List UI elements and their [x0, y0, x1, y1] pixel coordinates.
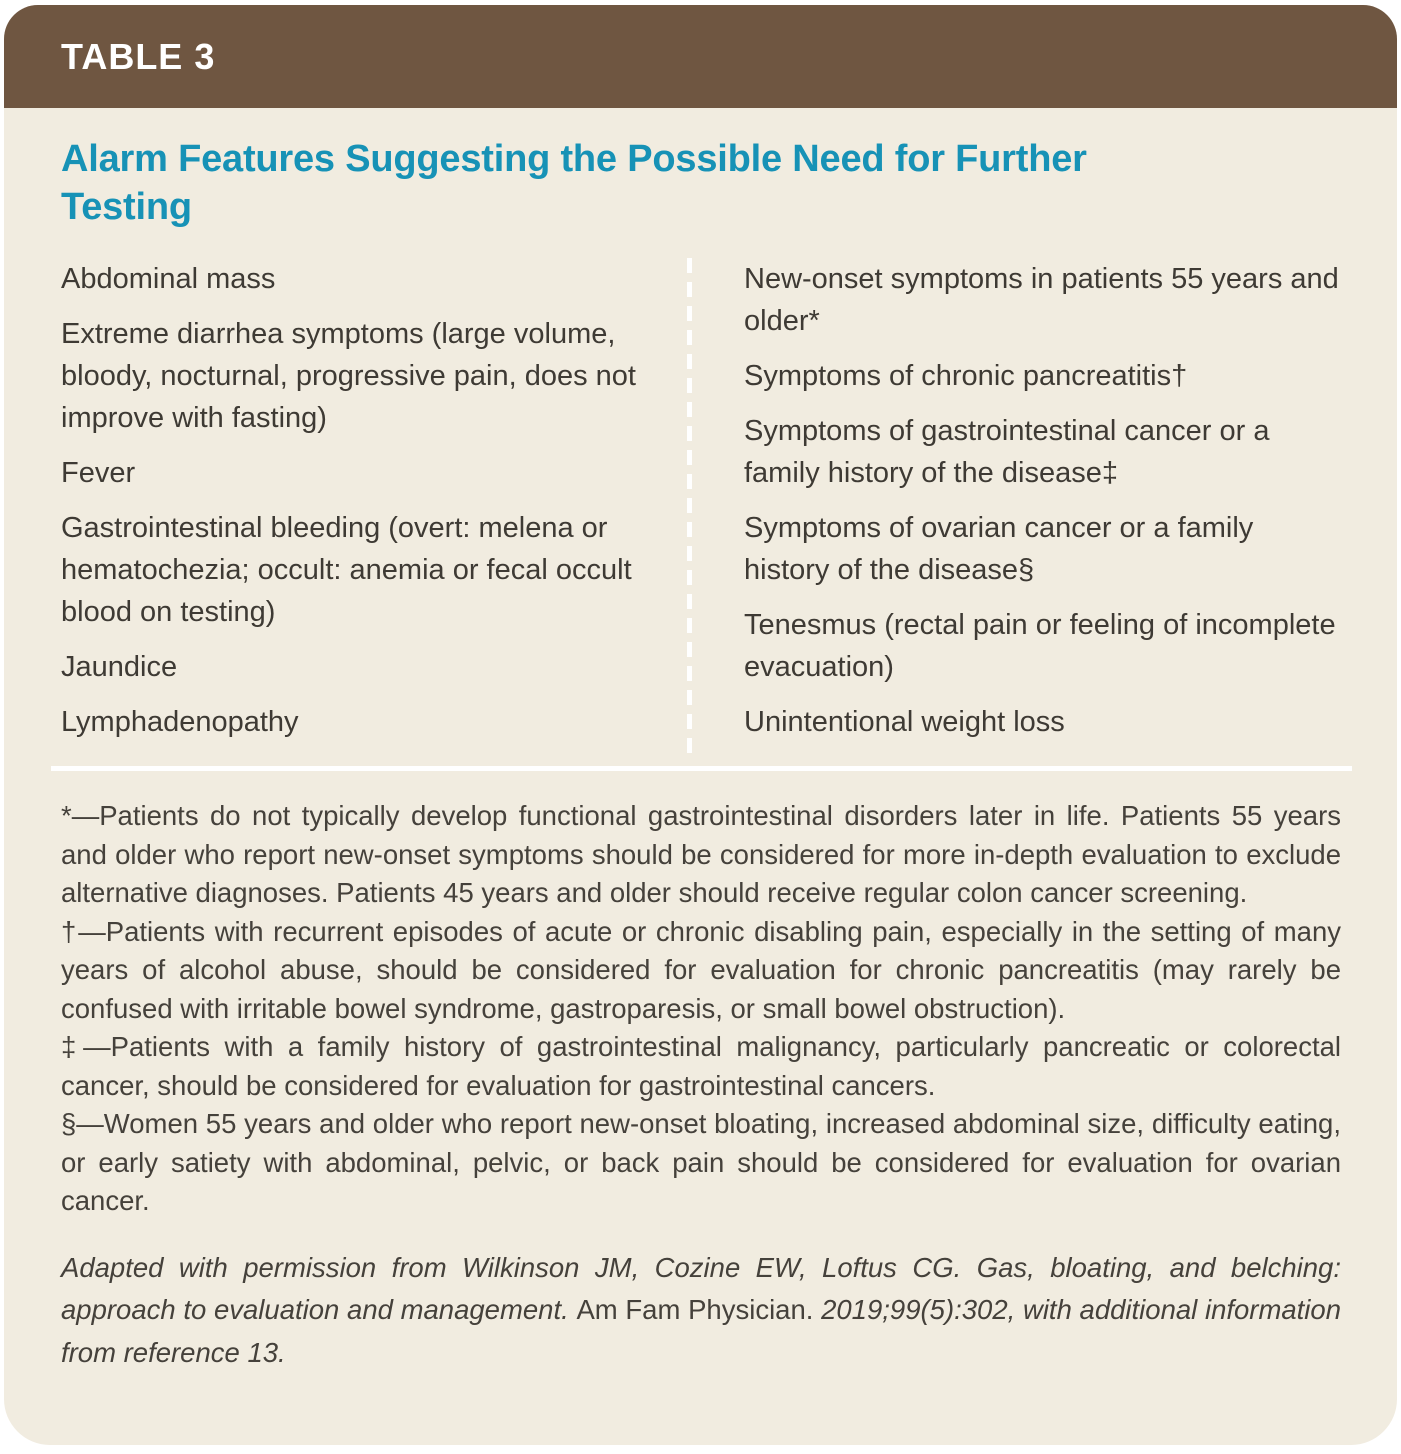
section-rule — [51, 766, 1352, 771]
features-columns — [61, 258, 1341, 756]
list-item: Abdominal mass — [61, 262, 276, 295]
footnote-dagger: †—Patients with recurrent episodes of acute or chronic disabling pain, especially in the setting of many years of alcohol abuse, should be considered for evaluation for chronic pancreatitis (may rarely be confused with irritable bowel syndrome, gastroparesis, or small bowel obstruction). — [61, 915, 1341, 1024]
table-card — [4, 5, 1397, 1445]
list-item: New-onset symptoms in patients 55 years and older* — [744, 262, 1339, 337]
left-column — [61, 258, 687, 756]
citation-tail: 2019;99(5):302, with additional information from reference 13. — [61, 1294, 1341, 1368]
list-item: Unintentional weight loss — [744, 706, 1065, 739]
source-citation — [61, 1247, 1341, 1375]
table-content — [4, 108, 1397, 1436]
list-item: Tenesmus (rectal pain or feeling of incomplete evacuation) — [744, 609, 1336, 684]
citation-lead: Adapted with permission from Wilkinson JM, Cozine EW, Loftus CG. Gas, bloating, and belching: approach to evaluation and management. — [61, 1251, 1341, 1326]
footnotes-block — [61, 797, 1341, 1221]
list-item: Symptoms of gastrointestinal cancer or a family history of the disease‡ — [744, 414, 1270, 489]
right-column — [692, 258, 1341, 756]
citation-journal: Am Fam Physician. — [576, 1294, 814, 1326]
table-number-label: TABLE 3 — [61, 35, 216, 77]
list-item: Fever — [61, 456, 136, 489]
list-item: Lymphadenopathy — [61, 706, 299, 739]
list-item: Extreme diarrhea symptoms (large volume, bloody, nocturnal, progressive pain, does not improve with fasting) — [61, 317, 636, 434]
left-feature-list — [61, 258, 651, 743]
footnote-section: §—Women 55 years and older who report new-onset bloating, increased abdominal size, difficulty eating, or early satiety with abdominal, pelvic, or back pain should be considered for evaluation for ovarian cancer. — [61, 1108, 1341, 1217]
list-item: Symptoms of ovarian cancer or a family history of the disease§ — [744, 511, 1254, 587]
list-item: Symptoms of chronic pancreatitis† — [744, 359, 1188, 392]
list-item: Gastrointestinal bleeding (overt: melena or hematochezia; occult: anemia or fecal occult blood on testing) — [61, 511, 632, 629]
footnote-double-dagger: ‡—Patients with a family history of gastrointestinal malignancy, particularly pancreatic or colorectal cancer, should be considered for evaluation for gastrointestinal cancers. — [61, 1031, 1341, 1101]
table-header-bar — [4, 5, 1397, 108]
list-item: Jaundice — [61, 651, 178, 684]
footnote-asterisk: *—Patients do not typically develop functional gastrointestinal disorders later in life. Patients 55 years and older who report new-onset symptoms should be considered for more in-depth evaluation to exclude alternative diagnoses. Patients 45 years and older should receive regular colon cancer screening. — [61, 800, 1341, 909]
page — [0, 5, 1401, 1454]
right-feature-list — [744, 258, 1341, 743]
table-title: Alarm Features Suggesting the Possible Need for Further Testing — [61, 138, 1087, 228]
